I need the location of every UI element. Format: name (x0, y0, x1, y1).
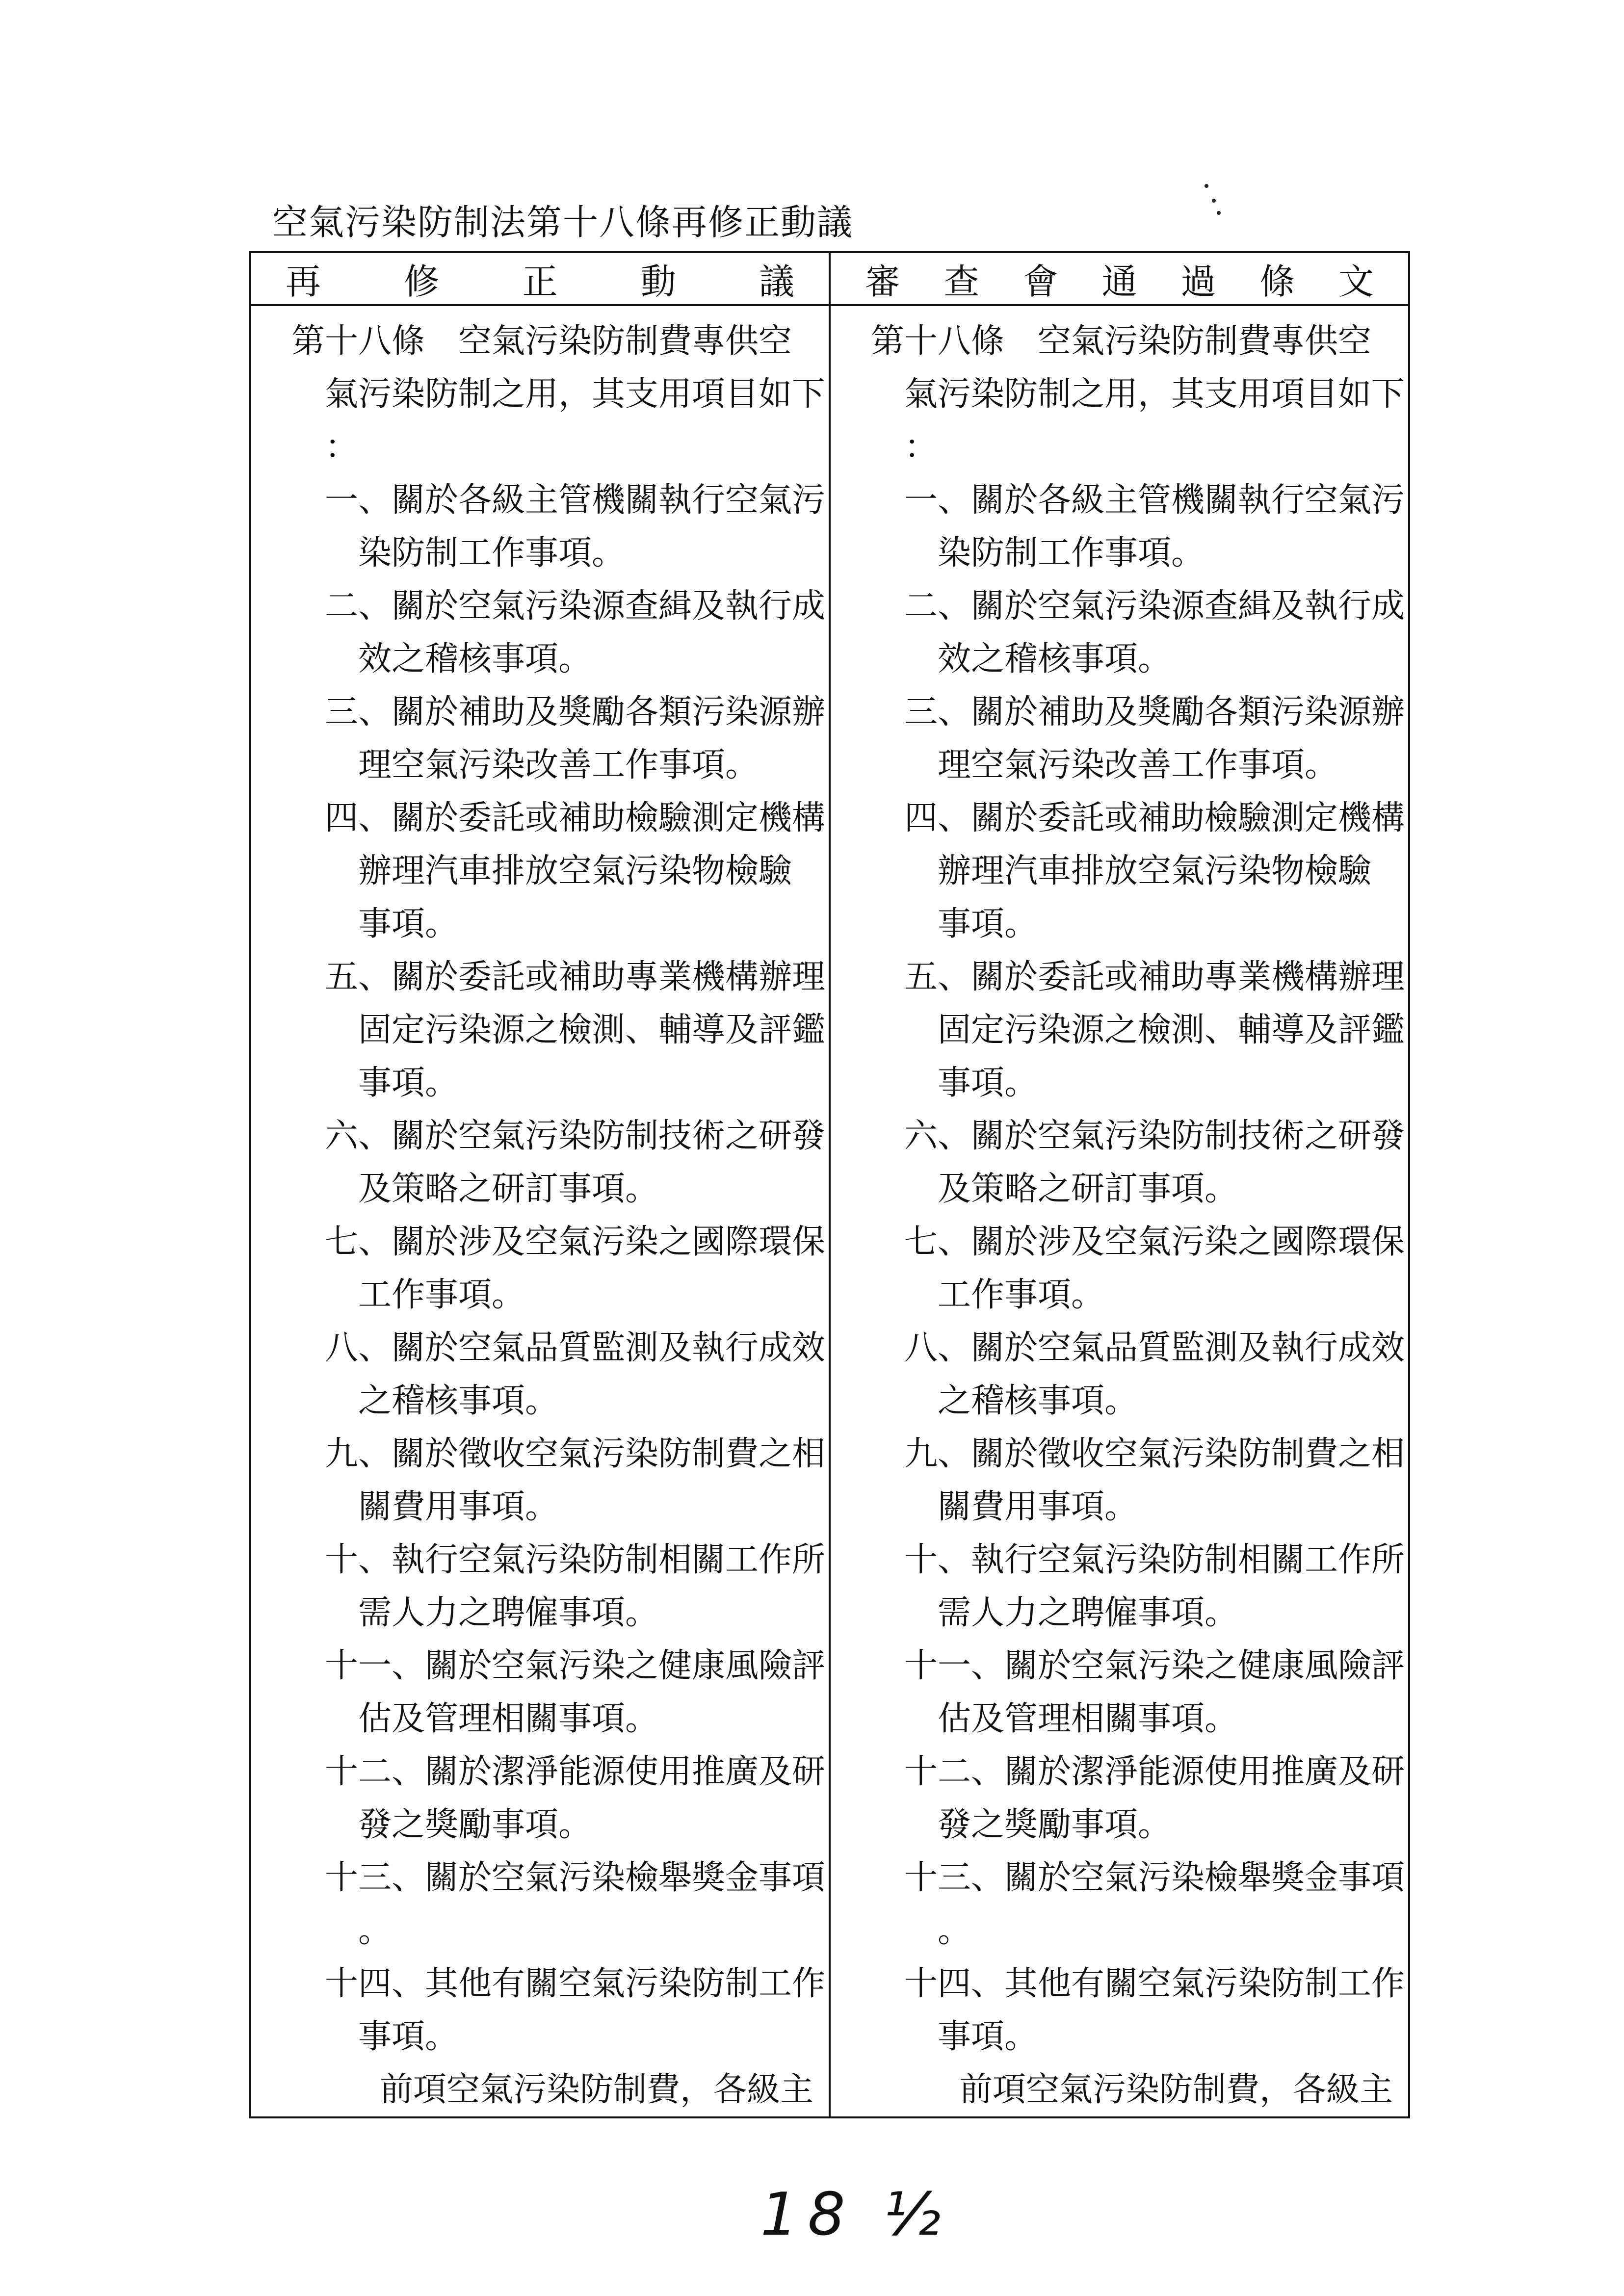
article-line: 六、關於空氣污染防制技術之研發 (904, 1117, 1405, 1155)
article-line: ： (325, 428, 359, 467)
table-body-row (250, 305, 1409, 2117)
document-title: 空氣污染防制法第十八條再修正動議 (272, 202, 854, 243)
article-text (251, 306, 829, 2116)
article-line: 染防制工作事項。 (938, 534, 1205, 573)
article-line: 第十八條 空氣污染防制費專供空 (871, 322, 1372, 361)
article-line: 氣污染防制之用，其支用項目如下 (325, 375, 826, 414)
article-line: 及策略之研訂事項。 (358, 1170, 659, 1208)
article-line: 。 (358, 1911, 392, 1950)
article-line: 前項空氣污染防制費，各級主 (380, 2070, 814, 2109)
comparison-table (249, 251, 1410, 2118)
article-line: 十、執行空氣污染防制相關工作所 (904, 1540, 1405, 1579)
article-line: 事項。 (358, 2017, 459, 2056)
header-label-chars (251, 253, 829, 304)
article-line: 十一、關於空氣污染之健康風險評 (904, 1646, 1405, 1685)
article-line: 七、關於涉及空氣污染之國際環保 (904, 1223, 1405, 1261)
article-line: 一、關於各級主管機關執行空氣污 (325, 481, 826, 520)
article-line: 固定污染源之檢測、輔導及評鑑 (358, 1011, 826, 1049)
article-line: 十三、關於空氣污染檢舉獎金事項 (904, 1858, 1405, 1897)
article-line: 八、關於空氣品質監測及執行成效 (325, 1329, 826, 1367)
article-line: 關費用事項。 (938, 1487, 1138, 1526)
article-line: 氣污染防制之用，其支用項目如下 (904, 375, 1405, 414)
article-line: 事項。 (358, 1064, 459, 1102)
article-line: 事項。 (938, 905, 1038, 943)
header-char: 動 (640, 261, 676, 302)
article-line: 前項空氣污染防制費，各級主 (959, 2070, 1393, 2109)
article-line: 工作事項。 (938, 1276, 1105, 1314)
article-text (831, 306, 1408, 2116)
article-line: 效之稽核事項。 (938, 640, 1172, 678)
article-line: 八、關於空氣品質監測及執行成效 (904, 1329, 1405, 1367)
article-line: 十二、關於潔淨能源使用推廣及研 (904, 1752, 1405, 1791)
header-char: 查 (943, 261, 979, 302)
article-line: 事項。 (358, 905, 459, 943)
article-line: 工作事項。 (358, 1276, 525, 1314)
committee-text-column (830, 305, 1409, 2117)
article-line: 需人力之聘僱事項。 (358, 1593, 659, 1632)
header-committee-text (830, 252, 1409, 305)
article-line: 發之獎勵事項。 (938, 1805, 1172, 1844)
article-line: 六、關於空氣污染防制技術之研發 (325, 1117, 826, 1155)
article-line: 及策略之研訂事項。 (938, 1170, 1238, 1208)
header-char: 會 (1022, 261, 1058, 302)
article-line: 染防制工作事項。 (358, 534, 626, 573)
article-line: 三、關於補助及獎勵各類污染源辦 (904, 693, 1405, 731)
header-char: 通 (1101, 261, 1137, 302)
article-line: 估及管理相關事項。 (358, 1699, 659, 1738)
article-line: 關費用事項。 (358, 1487, 559, 1526)
article-line: 辦理汽車排放空氣污染物檢驗 (358, 852, 792, 890)
article-line: 二、關於空氣污染源查緝及執行成 (904, 587, 1405, 626)
article-line: 需人力之聘僱事項。 (938, 1593, 1238, 1632)
header-revised-motion (250, 252, 830, 305)
article-line: 發之獎勵事項。 (358, 1805, 592, 1844)
header-char: 再 (286, 261, 321, 302)
handwritten-page-number: 18 ½ (760, 2181, 951, 2249)
article-line: 七、關於涉及空氣污染之國際環保 (325, 1223, 826, 1261)
article-line: 理空氣污染改善工作事項。 (938, 746, 1338, 784)
article-line: 十三、關於空氣污染檢舉獎金事項 (325, 1858, 826, 1897)
article-line: 十一、關於空氣污染之健康風險評 (325, 1646, 826, 1685)
article-line: ： (904, 428, 938, 467)
scan-speck-mark (1217, 211, 1221, 215)
scan-speck-mark (1205, 184, 1208, 188)
header-char: 議 (759, 261, 794, 302)
header-char: 正 (522, 261, 558, 302)
header-label-chars (831, 253, 1408, 304)
header-char: 修 (404, 261, 440, 302)
article-line: 辦理汽車排放空氣污染物檢驗 (938, 852, 1372, 890)
article-line: 二、關於空氣污染源查緝及執行成 (325, 587, 826, 626)
article-line: 第十八條 空氣污染防制費專供空 (291, 322, 792, 361)
article-line: 四、關於委託或補助檢驗測定機構 (904, 799, 1405, 837)
header-char: 文 (1338, 261, 1374, 302)
article-line: 十四、其他有關空氣污染防制工作 (325, 1964, 826, 2003)
article-line: 三、關於補助及獎勵各類污染源辦 (325, 693, 826, 731)
article-line: 。 (938, 1911, 971, 1950)
article-line: 十、執行空氣污染防制相關工作所 (325, 1540, 826, 1579)
article-line: 一、關於各級主管機關執行空氣污 (904, 481, 1405, 520)
article-line: 五、關於委託或補助專業機構辦理 (325, 958, 826, 996)
article-line: 之稽核事項。 (358, 1382, 559, 1420)
header-char: 過 (1180, 261, 1216, 302)
article-line: 四、關於委託或補助檢驗測定機構 (325, 799, 826, 837)
article-line: 五、關於委託或補助專業機構辦理 (904, 958, 1405, 996)
article-line: 十二、關於潔淨能源使用推廣及研 (325, 1752, 826, 1791)
article-line: 理空氣污染改善工作事項。 (358, 746, 759, 784)
article-line: 十四、其他有關空氣污染防制工作 (904, 1964, 1405, 2003)
article-line: 估及管理相關事項。 (938, 1699, 1238, 1738)
article-line: 效之稽核事項。 (358, 640, 592, 678)
article-line: 九、關於徵收空氣污染防制費之相 (904, 1435, 1405, 1473)
article-line: 九、關於徵收空氣污染防制費之相 (325, 1435, 826, 1473)
article-line: 之稽核事項。 (938, 1382, 1138, 1420)
scan-speck-mark (1212, 199, 1216, 203)
revised-motion-column (250, 305, 830, 2117)
article-line: 事項。 (938, 2017, 1038, 2056)
article-line: 事項。 (938, 1064, 1038, 1102)
header-char: 條 (1259, 261, 1295, 302)
header-char: 審 (865, 261, 901, 302)
table-header-row (250, 252, 1409, 305)
article-line: 固定污染源之檢測、輔導及評鑑 (938, 1011, 1405, 1049)
